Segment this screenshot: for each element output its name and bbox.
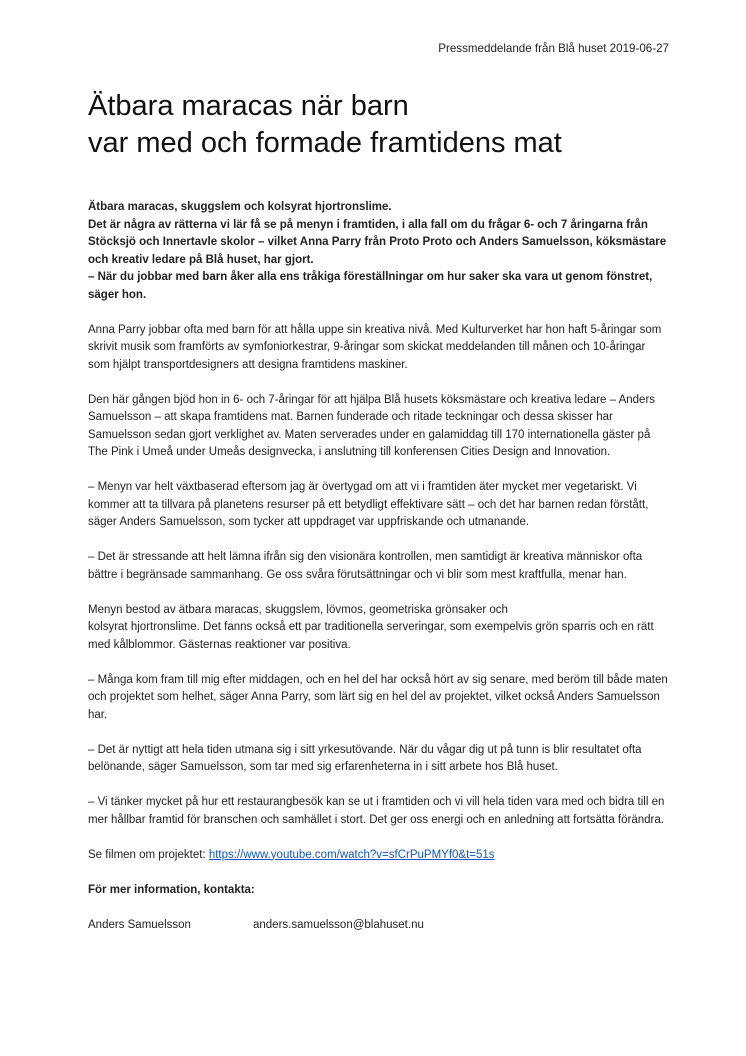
lead-line-2: Det är några av rätterna vi lär få se på menyn i framtiden, i alla fall om du frågar 6- och 7 åringarna från Stöcksjö och Innertavle skolor – vilket Anna Parry från Proto Proto och Anders Samuelsson, köksmästare och kreativ ledare på Blå huset, har gjort.	[88, 218, 667, 266]
paragraph-5	[88, 602, 668, 655]
paragraph-1: Anna Parry jobbar ofta med barn för att hålla uppe sin kreativa nivå. Med Kulturverket har hon haft 5-åringar som skrivit musik som framförts av symfoniorkestrar, 9-åringar som skickat meddelanden till månen och 10-åringar som hjälpt transportdesigners att designa framtidens maskiner.	[88, 323, 662, 371]
paragraph-6: – Många kom fram till mig efter middagen, och en hel del har också hört av sig senare, med beröm till både maten och projektet som helhet, säger Anna Parry, som lärt sig en hel del av projektet, vilket också Anders Samuelsson har.	[88, 673, 668, 721]
lead-line-1: Ätbara maracas, skuggslem och kolsyrat hjortronslime.	[88, 201, 392, 213]
paragraph-5-rest: kolsyrat hjortronslime. Det fanns också ett par traditionella serveringar, som exempelvis grön sparris och en rätt med kålblommor. Gästernas reaktioner var positiva.	[88, 621, 654, 651]
contact-name: Anders Samuelsson	[88, 918, 191, 931]
title-line-2: var med och formade framtidens mat	[88, 127, 562, 159]
lead-paragraph	[88, 199, 668, 304]
paragraph-4: – Det är stressande att helt lämna ifrån sig den visionära kontrollen, men samtidigt är kreativa människor ofta bättre i begränsade sammanhang. Ge oss svåra förutsättningar och vi blir som mest kraftfulla, menar han.	[88, 551, 643, 581]
film-link[interactable]: https://www.youtube.com/watch?v=sfCrPuPMYf0&t=51s	[208, 848, 495, 861]
contact-email: anders.samuelsson@blahuset.nu	[253, 918, 424, 931]
paragraph-3: – Menyn var helt växtbaserad eftersom jag är övertygad om att vi i framtiden äter mycket mer vegetariskt. Vi kommer att ta tillvara på planetens resurser på ett betydligt effektivare sätt – och det har barnen redan förstått, säger Anders Samuelsson, som tycker att uppdraget var uppfriskande och utmanande.	[88, 481, 649, 528]
film-label: Se filmen om projektet:	[88, 848, 209, 861]
paragraph-5-line-1: Menyn bestod av ätbara maracas, skuggslem, lövmos, geometriska grönsaker och	[88, 603, 508, 616]
film-paragraph	[88, 847, 668, 865]
paragraph-7: – Det är nyttigt att hela tiden utmana sig i sitt yrkesutövande. När du vågar dig ut på tunn is blir resultatet ofta belönande, säger Samuelsson, som tar med sig erfarenheterna in i sitt arbete hos Blå huset.	[88, 743, 642, 773]
lead-line-3: – När du jobbar med barn åker alla ens tråkiga föreställningar om hur saker ska vara ut genom fönstret, säger hon.	[88, 271, 653, 301]
paragraph-2: Den här gången bjöd hon in 6- och 7-åringar för att hjälpa Blå husets köksmästare och kreativa ledare – Anders Samuelsson – att skapa framtidens mat. Barnen funderade och ritade teckningar och dessa skisser har Samuelsson sedan gjort verklighet av. Maten serverades under en galamiddag till 170 internationella gäster på The Pink i Umeå under Umeås designvecka, i anslutning till konferensen Cities Design and Innovation.	[88, 393, 656, 458]
contact-heading: För mer information, kontakta:	[88, 883, 255, 896]
paragraph-8: – Vi tänker mycket på hur ett restaurangbesök kan se ut i framtiden och vi vill hela tiden vara med och bidra till en mer hållbar framtid för branschen och samhället i stort. Det ger oss energi och en anledning att fortsätta förändra.	[88, 796, 665, 826]
press-release-date: Pressmeddelande från Blå huset 2019-06-27	[438, 42, 669, 55]
title-line-1: Ätbara maracas när barn	[88, 90, 409, 122]
contact-row	[88, 917, 668, 935]
page-title	[88, 88, 688, 162]
article-body	[88, 199, 668, 934]
